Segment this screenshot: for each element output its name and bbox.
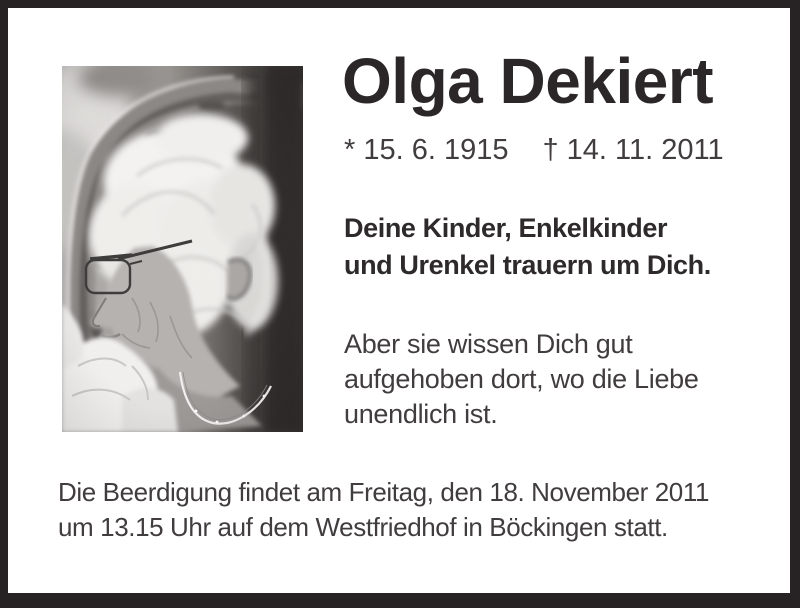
tribute-line: und Urenkel trauern um Dich. bbox=[344, 250, 711, 280]
funeral-line: Die Beerdigung findet am Freitag, den 18. November 2011 bbox=[58, 477, 710, 507]
consolation-text bbox=[344, 327, 699, 432]
tribute-line: Deine Kinder, Enkelkinder bbox=[344, 213, 668, 243]
consolation-line: unendlich ist. bbox=[344, 399, 498, 429]
consolation-line: aufgehoben dort, wo die Liebe bbox=[344, 364, 699, 394]
birth-date: * 15. 6. 1915 bbox=[344, 134, 509, 166]
life-dates bbox=[344, 133, 724, 168]
tribute-text bbox=[344, 210, 711, 284]
death-date: † 14. 11. 2011 bbox=[542, 134, 724, 166]
consolation-line: Aber sie wissen Dich gut bbox=[344, 329, 633, 359]
funeral-details bbox=[58, 475, 709, 545]
deceased-name: Olga Dekiert bbox=[342, 45, 714, 117]
funeral-line: um 13.15 Uhr auf dem Westfriedhof in Böckingen statt. bbox=[58, 512, 668, 542]
portrait-photo-graphic bbox=[62, 66, 303, 432]
notice-inner bbox=[8, 8, 790, 593]
portrait-photo bbox=[62, 66, 303, 432]
